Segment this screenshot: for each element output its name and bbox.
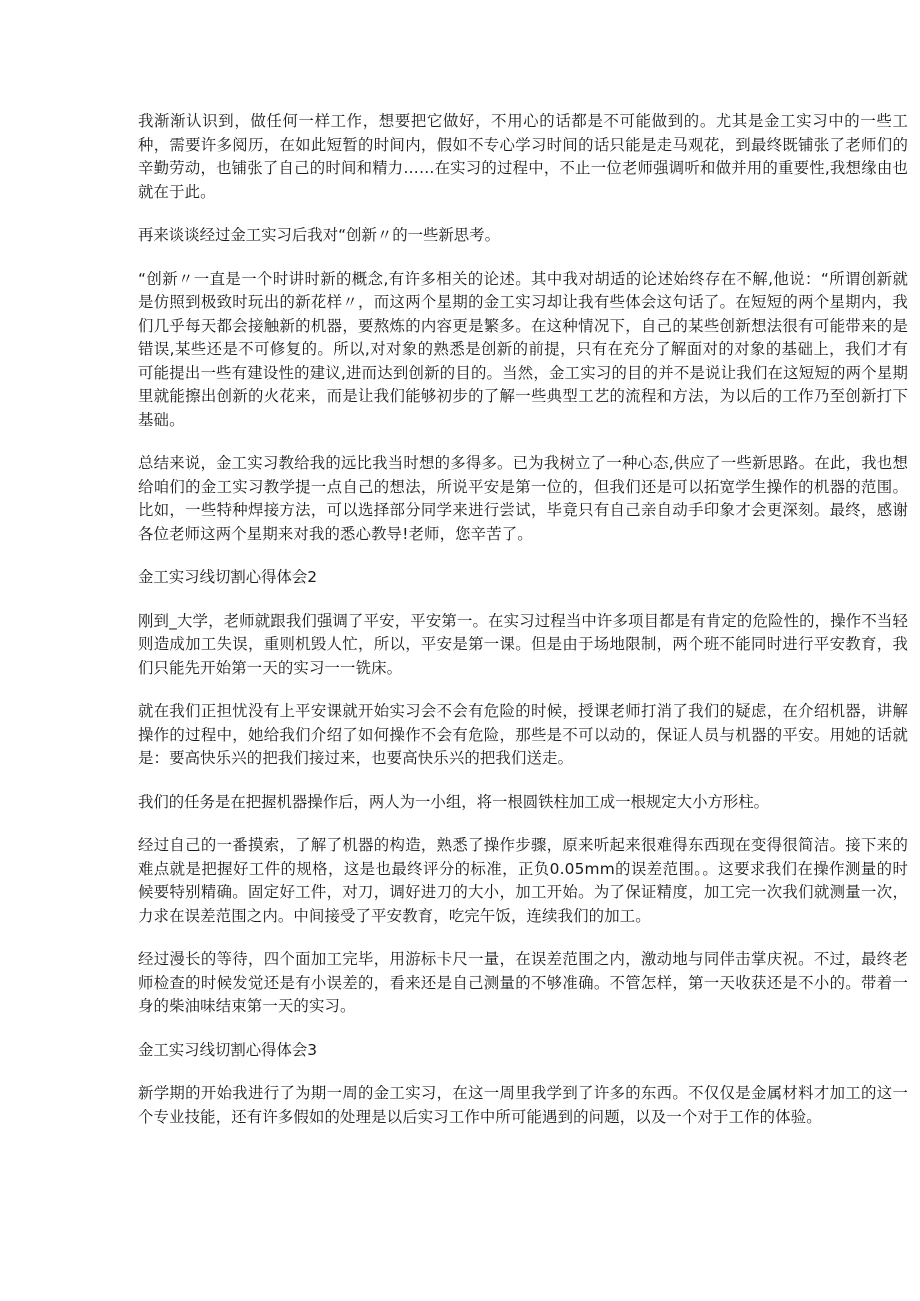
paragraph-8: 经过自己的一番摸索，了解了机器的构造，熟悉了操作步骤，原来听起来很难得东西现在变得很简洁。接下来的难点就是把握好工件的规格，这是也最终评分的标准，正负0.05mm的误差范围。。这要求我们在操作测量的时候要特别精确。固定好工件，对刀，调好进刀的大小，加工开始。为了保证精度，加工完一次我们就测量一次，力求在误差范围之内。中间接受了平安教育，吃完午饭，连续我们的加工。: [138, 836, 908, 925]
paragraph-6: 就在我们正担忧没有上平安课就开始实习会不会有危险的时候，授课老师打消了我们的疑虑，在介绍机器，讲解操作的过程中，她给我们介绍了如何操作不会有危险，那些是不可以动的，保证人员与机器的平安。用她的话就是：要高快乐兴的把我们接过来，也要高快乐兴的把我们送走。: [138, 702, 908, 767]
paragraph-7: 我们的任务是在把握机器操作后，两人为一小组，将一根圆铁柱加工成一根规定大小方形柱。: [138, 792, 770, 811]
paragraph-2: 再来谈谈经过金工实习后我对“创新〃的一些新思考。: [138, 226, 500, 244]
paragraph-10: 新学期的开始我进行了为期一周的金工实习，在这一周里我学到了许多的东西。不仅仅是金属材料才加工的这一个专业技能，还有许多假如的处理是以后实习工作中所可能遇到的问题，以及一个对于工作的体验。: [138, 1084, 908, 1126]
paragraph-5: 刚到_大学，老师就跟我们强调了平安，平安第一。在实习过程当中许多项目都是有肯定的危险性的，操作不当轻则造成加工失误，重则机毁人忙，所以，平安是第一课。但是由于场地限制，两个班不能同时进行平安教育，我们只能先开始第一天的实习一一铣床。: [138, 611, 908, 677]
paragraph-1: 我渐渐认识到，做任何一样工作，想要把它做好，不用心的话都是不可能做到的。尤其是金工实习中的一些工种，需要许多阅历，在如此短暂的时间内，假如不专心学习时间的话只能是走马观花，到最终既铺张了老师们的辛勤劳动，也铺张了自己的时间和精力……在实习的过程中，不止一位老师强调听和做并用的重要性,我想缘由也就在于此。: [138, 112, 908, 201]
section-heading-2: 金工实习线切割心得体会2: [138, 568, 318, 586]
paragraph-3: “创新〃一直是一个时讲时新的概念,有许多相关的论述。其中我对胡适的论述始终存在不解,他说：“所谓创新就是仿照到极致时玩出的新花样〃，而这两个星期的金工实习却让我有些体会这句话了。在短短的两个星期内，我们几乎每天都会接触新的机器，要熬炼的内容更是繁多。在这种情况下，自己的某些创新想法很有可能带来的是错误,某些还是不可修复的。所以,对对象的熟悉是创新的前提，只有在充分了解面对的对象的基础上，我们才有可能提出一些有建设性的建议,进而达到创新的目的。当然，金工实习的目的并不是说让我们在这短短的两个星期里就能擦出创新的火花来，而是让我们能够初步的了解一些典型工艺的流程和方法，为以后的工作乃至创新打下基础。: [138, 269, 908, 429]
section-heading-3: 金工实习线切割心得体会3: [138, 1040, 318, 1059]
paragraph-4: 总结来说，金工实习教给我的远比我当时想的多得多。已为我树立了一种心态,供应了一些新思路。在此，我也想给咱们的金工实习教学提一点自己的想法，所说平安是第一位的，但我们还是可以拓宽学生操作的机器的范围。比如，一些特种焊接方法，可以选择部分同学来进行尝试，毕竟只有自己亲自动手印象才会更深刻。最终，感谢各位老师这两个星期来对我的悉心教导!老师，您辛苦了。: [138, 454, 908, 543]
paragraph-9: 经过漫长的等待，四个面加工完毕，用游标卡尺一量，在误差范围之内，激动地与同伴击掌庆祝。不过，最终老师检查的时候发觉还是有小误差的，看来还是自己测量的不够准确。不管怎样，第一天收获还是不小的。带着一身的柴油味结束第一天的实习。: [138, 950, 908, 1015]
